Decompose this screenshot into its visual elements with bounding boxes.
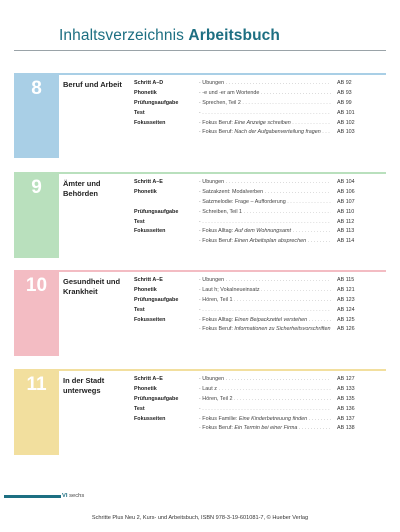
entry-text: · Übungen . . . [199,179,331,185]
entry-title: Einen Beipackzettel verstehen [234,316,308,323]
section-label: Fokusseiten [134,415,166,422]
entry-prefix: Fokus Beruf: [202,425,235,432]
list-item [134,277,386,287]
page-reference: AB 107 [337,198,355,205]
section-label: Prüfungsaufgabe [134,395,179,402]
page-reference: AB 123 [337,296,355,303]
page-reference: AB 135 [337,395,355,402]
entry-title: Informationen zu Sicherheitsvorschriften [234,326,331,333]
page-reference: AB 110 [337,208,355,215]
page-reference: AB 138 [337,425,355,432]
chapter-top-rule [14,369,386,371]
chapter-contents [134,80,386,139]
entry-prefix: Fokus Alltag: [202,228,235,235]
title-bold: Arbeitsbuch [188,27,280,44]
chapter-title [63,376,129,396]
chapter-top-rule [14,172,386,174]
chapter-title-line: Krankheit [63,287,98,297]
entry-prefix: Fokus Familie: [202,415,239,422]
entry-text: · Sprechen, Teil 2 . . . [199,100,331,106]
section-label: Fokusseiten [134,316,166,323]
page-reference: AB 126 [337,326,355,333]
page-reference: AB 114 [337,238,355,245]
list-item [134,110,386,120]
section-label: Phonetik [134,188,157,195]
entry-title: Laut z [202,385,217,392]
chapter-title [63,179,129,199]
page-number [62,493,84,499]
section-label: Phonetik [134,385,157,392]
entry-text: · Hören, Teil 2 . . . [199,396,331,402]
list-item [134,129,386,139]
entry-title: Übungen [202,179,225,185]
section-label: Phonetik [134,286,157,293]
section-label: Test [134,405,145,412]
entry-prefix: Fokus Beruf: [202,129,235,136]
chapter-10 [14,270,386,356]
entry-prefix: Fokus Beruf: [202,238,235,245]
page-reference: AB 121 [337,286,355,293]
entry-text: · Fokus Beruf: Nach der Aufgabenverteilung fragen . . . [199,129,331,135]
page-reference: AB 112 [337,218,355,225]
entry-text: · Übungen . . . [199,376,331,382]
page-reference: AB 125 [337,316,355,323]
list-item [134,228,386,238]
page-reference: AB 124 [337,306,355,313]
entry-text: · Hören, Teil 1 . . . [199,297,331,303]
list-item [134,219,386,229]
page-number-word: sechs [69,493,85,499]
entry-text: · Übungen . . . [199,80,331,86]
chapter-contents [134,179,386,248]
chapter-title-line: Beruf und Arbeit [63,80,122,89]
entry-title: Schreiben, Teil 1 [202,208,243,215]
list-item [134,406,386,416]
list-item [134,238,386,248]
chapter-title-line: Ämter und [63,179,101,188]
section-label: Prüfungsaufgabe [134,208,179,215]
entry-text: · Laut h; Vokalneueinsatz . . . [199,287,331,293]
chapter-8 [14,73,386,158]
page-reference: AB 92 [337,80,352,86]
list-item [134,425,386,435]
entry-prefix: Fokus Beruf: [202,119,235,126]
entry-text: · Fokus Alltag: Einen Beipackzettel verstehen . . . [199,317,331,323]
section-label: Fokusseiten [134,228,166,235]
list-item [134,90,386,100]
title-divider [14,50,386,51]
entry-prefix: Fokus Alltag: [202,316,235,323]
list-item [134,297,386,307]
page-reference: AB 102 [337,119,355,126]
entry-text: · Satzakzent: Modalverben . . . [199,189,331,195]
page-reference: AB 137 [337,415,355,422]
list-item [134,386,386,396]
chapter-11 [14,369,386,455]
page-reference: AB 106 [337,188,355,195]
list-item [134,189,386,199]
list-item [134,317,386,327]
footer-citation: Schritte Plus Neu 2, Kurs- und Arbeitsbuch, ISBN 978-3-19-601081-7, © Hueber Verlag [91,515,309,521]
section-label: Test [134,306,145,313]
chapter-number: 10 [25,275,48,296]
page-reference: AB 101 [337,109,355,116]
page-number-bar [4,495,61,498]
entry-text: · . . . [199,219,331,225]
entry-text: · . . . [199,406,331,412]
entry-title: Ein Termin bei einer Firma [234,425,298,432]
section-label: Fokusseiten [134,119,166,126]
list-item [134,80,386,90]
chapter-contents [134,376,386,435]
entry-text: · Fokus Alltag: Auf dem Wohnungsamt . . . [199,228,331,234]
chapter-9 [14,172,386,258]
entry-text: · -e und -er am Wortende . . . [199,90,331,96]
list-item [134,396,386,406]
list-item [134,287,386,297]
chapter-top-rule [14,270,386,272]
page-reference: AB 103 [337,129,355,136]
entry-text: · Laut z . . . [199,386,331,392]
entry-title: Eine Kinderbetreuung finden [238,415,308,422]
entry-title: Eine Anzeige schreiben [234,119,291,126]
list-item [134,179,386,189]
section-label: Prüfungsaufgabe [134,296,179,303]
section-label: Schritt A–E [134,277,163,283]
section-label: Test [134,218,145,225]
page-reference: AB 127 [337,376,355,382]
entry-title: Satzmelodie: Frage – Aufforderung [202,198,286,205]
entry-title: Sprechen, Teil 2 [202,99,241,106]
entry-text: · . . . [199,307,331,313]
chapter-top-rule [14,73,386,75]
entry-title: Laut h; Vokalneueinsatz [202,286,260,293]
page-reference: AB 104 [337,179,355,185]
list-item [134,120,386,130]
entry-text: · Fokus Familie: Eine Kinderbetreuung finden . . . [199,416,331,422]
entry-prefix: Fokus Beruf: [202,326,235,333]
entry-title: -e und -er am Wortende [202,89,260,96]
chapter-title-line: Behörden [63,189,99,199]
entry-text: · . . . [199,110,331,116]
entry-text: · Satzmelodie: Frage – Aufforderung . . . [199,199,331,205]
title-light: Inhaltsverzeichnis [59,27,184,44]
chapter-number: 8 [31,78,42,99]
list-item [134,100,386,110]
entry-title: Nach der Aufgabenverteilung fragen [234,129,321,136]
list-item [134,376,386,386]
entry-title: Übungen [202,80,225,86]
entry-title: Übungen [202,277,225,283]
chapter-title [63,277,129,297]
chapter-title [63,80,129,90]
entry-title: Übungen [202,376,225,382]
chapter-number: 11 [26,374,47,395]
entry-title: Hören, Teil 2 [202,395,233,402]
entry-text: · Schreiben, Teil 1 . . . [199,209,331,215]
page-reference: AB 113 [337,228,355,235]
page-title [59,27,280,45]
section-label: Test [134,109,145,116]
page-reference: AB 133 [337,385,355,392]
chapter-number: 9 [31,177,42,198]
entry-title: Hören, Teil 1 [202,296,233,303]
page-reference: AB 115 [337,277,355,283]
section-label: Schritt A–E [134,179,163,185]
page-number-roman: VI [62,493,68,499]
section-label: Schritt A–E [134,376,163,382]
page-reference: AB 93 [337,89,352,96]
entry-text: · Fokus Beruf: Ein Termin bei einer Firma . . . [199,425,331,431]
list-item [134,326,386,336]
section-label: Prüfungsaufgabe [134,99,179,106]
list-item [134,307,386,317]
chapter-title-line: Gesundheit und [63,277,121,286]
entry-title: Auf dem Wohnungsamt [234,228,291,235]
page-reference: AB 136 [337,405,355,412]
entry-title: Satzakzent: Modalverben [202,188,264,195]
entry-text: · Fokus Beruf: Informationen zu Sicherheitsvorschriften . . . [199,326,331,332]
list-item [134,199,386,209]
entry-text: · Fokus Beruf: Eine Anzeige schreiben . . . [199,120,331,126]
entry-title: Einen Arbeitsplan absprechen [234,238,307,245]
entry-text: · Übungen . . . [199,277,331,283]
section-label: Phonetik [134,89,157,96]
list-item [134,416,386,426]
section-label: Schritt A–D [134,80,164,86]
list-item [134,209,386,219]
entry-text: · Fokus Beruf: Einen Arbeitsplan absprechen . . . [199,238,331,244]
chapter-title-line: In der Stadt [63,376,105,385]
chapter-contents [134,277,386,336]
chapter-title-line: unterwegs [63,386,101,396]
page-reference: AB 99 [337,99,352,106]
